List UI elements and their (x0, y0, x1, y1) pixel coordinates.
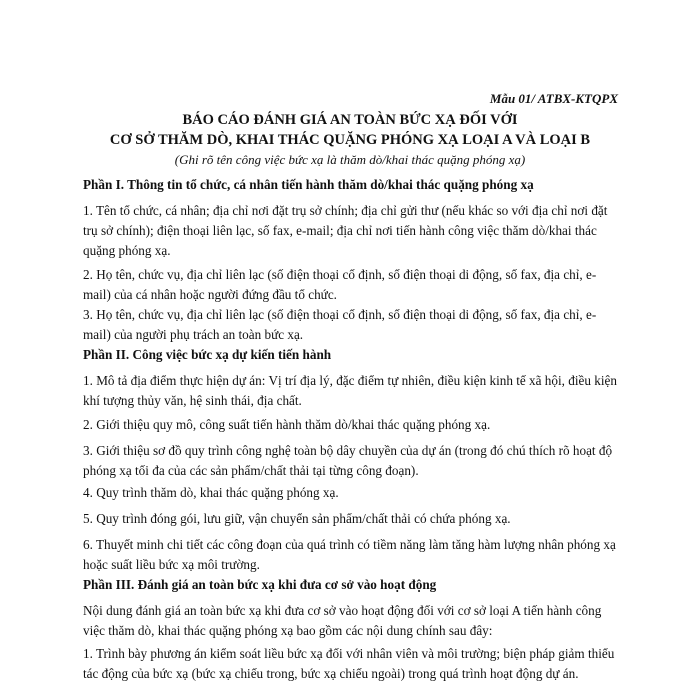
part-2-item-3: 3. Giới thiệu sơ đồ quy trình công nghệ toàn bộ dây chuyền của dự án (trong đó chú thích rõ hoạt độ phóng xạ tối đa của các sản phẩm/chất thải tại từng công đoạn). (83, 443, 613, 478)
part-2-heading: Phần II. Công việc bức xạ dự kiến tiến hành (83, 347, 332, 362)
part-2-item-5: 5. Quy trình đóng gói, lưu giữ, vận chuyển sản phẩm/chất thải có chứa phóng xạ. (83, 511, 511, 526)
document-subtitle: (Ghi rõ tên công việc bức xạ là thăm dò/khai thác quặng phóng xạ) (174, 152, 526, 167)
part-1-heading: Phần I. Thông tin tổ chức, cá nhân tiến hành thăm dò/khai thác quặng phóng xạ (83, 177, 534, 192)
part-2-item-4: 4. Quy trình thăm dò, khai thác quặng phóng xạ. (83, 485, 339, 500)
part-3-item-1: 1. Trình bày phương án kiểm soát liều bức xạ đối với nhân viên và môi trường; biện pháp giảm thiểu tác động của bức xạ (bức xạ chiếu trong, bức xạ chiếu ngoài) trong quá trình hoạt động dự án. (83, 646, 615, 681)
part-1-item-1: 1. Tên tổ chức, cá nhân; địa chỉ nơi đặt trụ sở chính; địa chỉ gửi thư (nếu khác so với địa chỉ nơi đặt trụ sở chính); điện thoại liên lạc, số fax, e-mail; địa chỉ nơi tiến hành công việc thăm dò/khai thác quặng phóng xạ. (83, 203, 608, 258)
part-2-item-2: 2. Giới thiệu quy mô, công suất tiến hành thăm dò/khai thác quặng phóng xạ. (83, 417, 491, 432)
part-2-item-1: 1. Mô tả địa điểm thực hiện dự án: Vị trí địa lý, đặc điểm tự nhiên, điều kiện kinh tế xã hội, điều kiện khí tượng thủy văn, hệ sinh thái, địa chất. (83, 373, 617, 408)
document-title-line-1: BÁO CÁO ĐÁNH GIÁ AN TOÀN BỨC XẠ ĐỐI VỚI (182, 112, 518, 128)
document-title-line-2: CƠ SỞ THĂM DÒ, KHAI THÁC QUẶNG PHÓNG XẠ LOẠI A VÀ LOẠI B (109, 132, 591, 148)
part-1-item-3: 3. Họ tên, chức vụ, địa chỉ liên lạc (số điện thoại cố định, số điện thoại di động, số fax, địa chỉ, e-mail) của người phụ trách an toàn bức xạ. (83, 307, 597, 342)
part-2-item-6: 6. Thuyết minh chi tiết các công đoạn của quá trình có tiềm năng làm tăng hàm lượng nhân phóng xạ hoặc suất liều bức xạ môi trường. (83, 537, 616, 572)
part-3-heading: Phần III. Đánh giá an toàn bức xạ khi đưa cơ sở vào hoạt động (83, 577, 437, 592)
part-3-intro: Nội dung đánh giá an toàn bức xạ khi đưa cơ sở vào hoạt động đối với cơ sở loại A tiến hành công việc thăm dò, khai thác quặng phóng xạ bao gồm các nội dung chính sau đây: (83, 603, 602, 638)
part-1-item-2: 2. Họ tên, chức vụ, địa chỉ liên lạc (số điện thoại cố định, số điện thoại di động, số fax, địa chỉ, e-mail) của cá nhân hoặc người đứng đầu tổ chức. (83, 267, 597, 302)
form-code: Mẫu 01/ ATBX-KTQPX (489, 91, 618, 106)
